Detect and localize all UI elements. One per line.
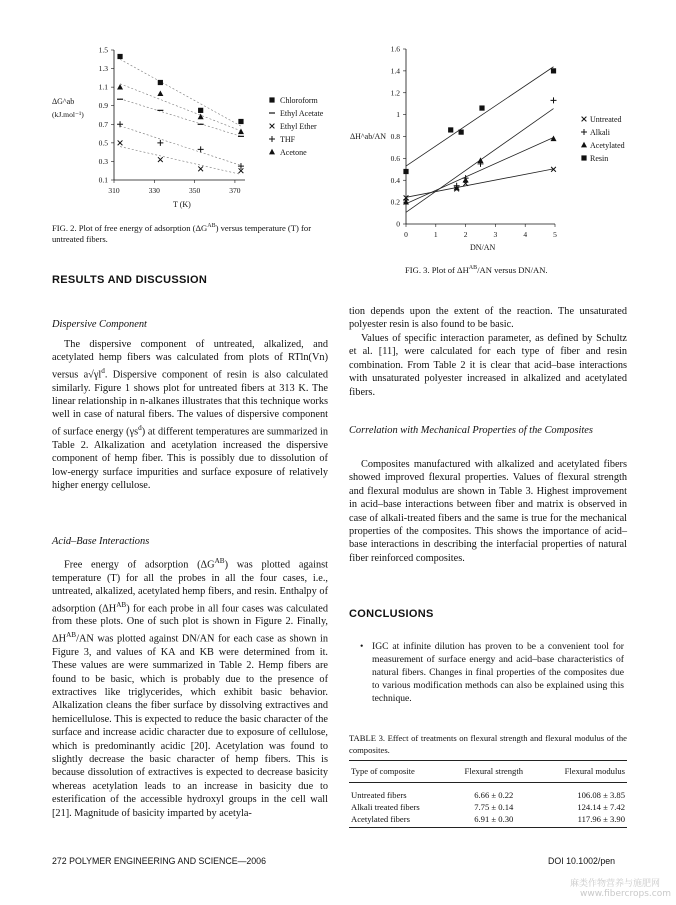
fig3-trendline <box>406 169 554 197</box>
figure-3-chart <box>350 40 650 260</box>
fig2-point <box>117 54 122 59</box>
fig2-legend-marker <box>270 124 275 129</box>
fig3-xtick-label: 0 <box>404 230 408 239</box>
fig3-legend-marker <box>582 117 587 122</box>
subheading-acid-base: Acid–Base Interactions <box>52 536 150 547</box>
fig3-legend-label: Acetylated <box>590 141 625 150</box>
table-cell: Acetylated fibers <box>351 814 410 824</box>
conclusion-bullet-text: IGC at infinite dilution has proven to be a convenient tool for measurement of surface energy and acid–base characteristics of natural fibers. Changes in final properties of the composites due to various modification methods can also be explained using this technique. <box>372 641 624 704</box>
paragraph-dispersive: The dispersive component of untreated, alkalized, and acetylated hemp fibers was calculated from plots of RTln(Vn) versus $a√\gamma l^d$. Dispersive component of resin is also calculated similarly. Figure 1 shows plot for untreated fibers at 313 K. The linear relationship in n-alkanes illustrates that this technique works well in case of natural fibers. The values of dispersive component of surface energy $(\gamma s^d)$ at different temperatures are summarized in Table 2. Alkalization and acetylation increased the dispersive component of hemp fiber. This is possibly due to dissolution of low-energy surface impurities and surface exposure of relatively higher energy cellulose. <box>52 339 329 491</box>
fig2-point <box>198 146 204 152</box>
fig3-legend-label: Untreated <box>590 115 622 124</box>
footer-left: 272 POLYMER ENGINEERING AND SCIENCE—2006 <box>52 856 266 866</box>
figure-3-caption: FIG. 3. Plot of $\Delta H^{AB}/AN$ versus DN/AN. <box>405 264 548 275</box>
table-bottom-rule <box>349 827 627 828</box>
fig2-xtick-label: 350 <box>188 186 201 195</box>
table-cell: Untreated fibers <box>351 790 407 800</box>
table-header-cell: Type of composite <box>349 761 450 783</box>
fig2-point <box>117 121 123 127</box>
fig2-trendline <box>120 59 241 126</box>
fig2-trendline <box>120 84 241 131</box>
fig2-xlabel: T (K) <box>173 200 191 209</box>
fig2-point <box>157 140 163 146</box>
fig3-ytick-label: 0.6 <box>390 153 400 163</box>
fig3-xtick-label: 2 <box>463 230 468 239</box>
table-header-cell: Flexural modulus <box>537 761 627 783</box>
fig2-xtick-label: 310 <box>108 186 120 195</box>
paragraph-acid-base: Free energy of adsorption $(\Delta G^{AB})$ was plotted against temperature (T) for all the probes in all the four cases, i.e., untreated, alkalized, acetylated hemp fibers, and resin. Enthalpy of adsorption $(\Delta H^{AB})$ for each probe in all four cases was calculated from these plots. One of such plot is shown in Figure 2. Finally, $\Delta H^{AB}/AN$ was plotted against DN/AN for each case as shown in Figure 3, and values of KA and KB were determined from it. These values are were summarized in Table 2. Hemp fibers are found to be basic, which is probably due to the presence of extractives like triglycerides, which exhibit basic behavior. Alkalization cleans the fiber surface by dissolving extractives and hemicellulose. This is expected to reduce the basic character of the surface and increase acidic character due to exposure of cellulose, which is predominantly acidic [20]. Acetylation was found to slightly decrease the basic character of hemp fibers. This is because dissolution of extractives is expected to decrease basicity whereas acetylation leads to an increase in basicity due to esterification of the accessible hydroxyl groups in the cell wall [21]. Magnitude of basicity imparted by acetyla- <box>52 557 328 819</box>
table-3 <box>349 760 627 828</box>
conclusion-bullet <box>360 640 624 705</box>
fig3-legend-label: Alkali <box>590 128 610 137</box>
table-row <box>349 813 627 825</box>
fig2-trendline <box>120 126 241 166</box>
fig2-point <box>117 84 123 90</box>
fig2-point <box>238 119 243 124</box>
fig3-ytick-label: 0.4 <box>390 175 400 185</box>
fig3-legend-marker <box>581 142 587 148</box>
fig3-xtick-label: 4 <box>523 230 528 239</box>
table-cell: 6.91 ± 0.30 <box>474 814 514 824</box>
watermark-line1: 麻类作物营养与施肥网 <box>570 879 661 889</box>
fig2-ytick-label: 1.5 <box>98 45 108 55</box>
fig2-legend-marker <box>269 149 275 155</box>
fig3-ytick-label: 0.2 <box>390 197 400 207</box>
fig2-xtick-label: 370 <box>229 186 241 195</box>
table-row <box>349 801 627 813</box>
fig3-xlabel: DN/AN <box>470 243 496 252</box>
fig3-trendline <box>406 67 554 166</box>
table-cell: 124.14 ± 7.42 <box>577 802 625 812</box>
table-cell: Alkali treated fibers <box>351 802 420 812</box>
fig2-ytick-label: 1.3 <box>98 64 108 74</box>
fig3-legend-marker <box>581 155 586 160</box>
fig3-ytick-label: 1.6 <box>390 44 400 54</box>
fig2-ytick-label: 0.1 <box>98 175 108 185</box>
fig3-point <box>551 97 557 103</box>
paragraph-specific-interaction: Values of specific interaction parameter, as defined by Schultz et al. [11], were calculated for each type of fiber and resin combination. From Table 2 it is clear that acid–base interactions with unsaturated polyester increased in alkalized and acetylated fibers. <box>349 333 627 398</box>
fig2-legend-label: Ethyl Ether <box>280 122 317 131</box>
fig3-xtick-label: 3 <box>493 230 498 239</box>
figure-2-caption: FIG. 2. Plot of free energy of adsorption $(\Delta G^{AB})$ versus temperature (T) for untreated fibers. <box>52 222 312 245</box>
watermark-line2: www.fibercrops.com <box>580 889 671 899</box>
fig2-ytick-label: 0.7 <box>98 119 108 129</box>
table-cell: 7.75 ± 0.14 <box>474 802 514 812</box>
fig3-point <box>459 130 464 135</box>
fig3-legend-marker <box>581 129 587 135</box>
fig3-point <box>551 68 556 73</box>
fig2-ylabel-line1: ΔG^ab <box>52 97 75 106</box>
subheading-dispersive: Dispersive Component <box>52 319 147 330</box>
fig2-xtick-label: 330 <box>148 186 160 195</box>
table-header-row <box>349 761 627 783</box>
fig3-point <box>403 169 408 174</box>
fig2-point <box>118 140 123 145</box>
fig3-point <box>448 127 453 132</box>
fig3-ytick-label: 1.2 <box>390 88 400 98</box>
fig2-point <box>198 166 203 171</box>
fig2-ytick-label: 1.1 <box>98 82 108 92</box>
subheading-correlation: Correlation with Mechanical Properties of the Composites <box>349 425 593 436</box>
fig3-point <box>479 105 484 110</box>
fig2-ytick-label: 0.3 <box>98 156 108 166</box>
fig2-trendline <box>120 99 241 137</box>
fig2-legend-label: THF <box>280 135 296 144</box>
fig2-point <box>158 80 163 85</box>
fig2-ytick-label: 0.5 <box>98 138 108 148</box>
fig3-legend-label: Resin <box>590 154 609 163</box>
table-header-cell: Flexural strength <box>450 761 537 783</box>
fig2-trendline <box>120 147 241 175</box>
fig3-xtick-label: 5 <box>553 230 557 239</box>
fig2-legend-label: Acetone <box>280 148 307 157</box>
fig3-trendline <box>406 137 554 203</box>
fig3-ytick-label: 1 <box>396 110 400 120</box>
table-cell: 6.66 ± 0.22 <box>474 790 514 800</box>
fig2-ylabel-line2: (kJ.mol⁻¹) <box>52 110 84 119</box>
fig3-ytick-label: 1.4 <box>390 66 400 76</box>
fig3-ylabel: ΔH^ab/AN <box>350 132 387 141</box>
bullet-dot-icon: • <box>360 641 364 652</box>
fig2-point <box>157 90 163 96</box>
section-title-conclusions: CONCLUSIONS <box>349 608 434 620</box>
table-cell: 117.96 ± 3.90 <box>577 814 625 824</box>
fig2-ytick-label: 0.9 <box>98 101 108 111</box>
footer-doi: DOI 10.1002/pen <box>548 856 616 866</box>
fig2-point <box>158 157 163 162</box>
section-title-results: RESULTS AND DISCUSSION <box>52 274 208 286</box>
fig3-ytick-label: 0.8 <box>390 132 400 141</box>
paragraph-continued: tion depends upon the extent of the reaction. The unsaturated polyester resin is also found to be basic. <box>349 306 627 331</box>
fig2-point <box>238 129 244 135</box>
fig2-legend-marker <box>269 97 274 102</box>
table-row <box>349 783 627 802</box>
fig3-xtick-label: 1 <box>433 230 438 239</box>
fig3-ytick-label: 0 <box>396 219 400 229</box>
paragraph-correlation: Composites manufactured with alkalized and acetylated fibers showed improved flexural properties. Values of flexural strength and flexural modulus are shown in Table 3. Highest improvement in acid–base interactions between fiber and matrix is observed in case of alkali-treated fibers and the same is true for the mechanical properties of the composites. This shows the importance of acid–base interactions in describing the interfacial properties of natural fiber reinforced composites. <box>349 459 627 564</box>
figure-2-chart <box>40 38 340 218</box>
fig2-point <box>198 108 203 113</box>
fig2-legend-label: Chloroform <box>280 96 318 105</box>
table-cell: 106.08 ± 3.85 <box>577 790 625 800</box>
table-3-caption: TABLE 3. Effect of treatments on flexural strength and flexural modulus of the composites. <box>349 733 627 755</box>
fig2-legend-marker <box>269 136 275 142</box>
fig2-legend-label: Ethyl Acetate <box>280 109 324 118</box>
